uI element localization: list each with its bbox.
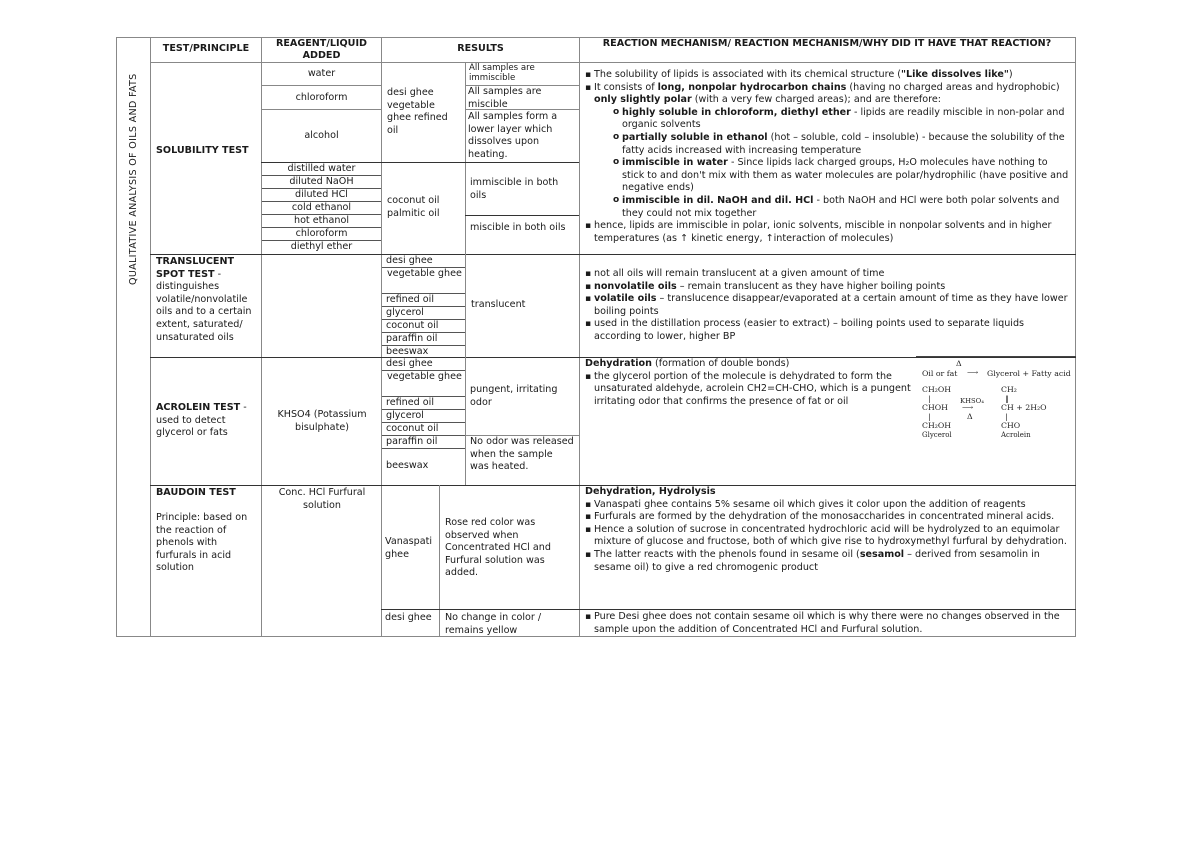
list-item	[585, 69, 1071, 82]
acrolein-reaction-scheme	[920, 359, 1072, 449]
baudoin-sample-2: desi ghee	[385, 612, 432, 623]
text: (hot – soluble, cold – insoluble) - because the solubility of the fatty acids increased with increasing temperature	[622, 131, 1065, 156]
acrolein-mechanism	[585, 358, 915, 408]
delta-symbol: Δ	[956, 359, 962, 368]
reagent-alcohol: alcohol	[304, 130, 339, 141]
scheme-glycerol-3: CH₂OH	[922, 421, 952, 430]
col-divider-2	[261, 37, 262, 637]
acrolein-result-pungent: pungent, irritating odor	[470, 384, 558, 408]
acrolein-sample-list	[382, 358, 465, 485]
reagent-water: water	[307, 68, 336, 79]
text: (formation of double bonds)	[651, 358, 790, 369]
text: - distinguishes volatile/nonvolatile oils and to a certain extent, saturated/ unsaturated oils	[156, 268, 252, 343]
list-item: beeswax	[386, 460, 429, 471]
list-item	[585, 549, 1071, 574]
acrolein-test-name	[156, 402, 258, 440]
reagent-list	[262, 163, 381, 254]
list-item: diethyl ether	[290, 241, 353, 252]
divider	[381, 609, 579, 610]
text: "Like dissolves like"	[901, 69, 1009, 80]
text: immiscible in dil. NaOH and dil. HCl	[622, 194, 814, 206]
text: immiscible in water	[622, 157, 728, 169]
scheme-glycerol-label: Glycerol	[922, 431, 952, 439]
scheme-reagent: KHSO₄	[960, 397, 984, 405]
mechanism-heading: Dehydration, Hydrolysis	[585, 486, 716, 497]
divider	[579, 609, 1076, 610]
header-test: TEST/PRINCIPLE	[162, 43, 250, 54]
divider	[465, 62, 466, 254]
text: - Since lipids lack charged groups, H₂O molecules have nothing to stick to and don't mix with them as water molecules are polar/hydrophilic (have positive and negative ends)	[622, 157, 1069, 194]
bond-icon: |	[928, 412, 931, 421]
header-results: RESULTS	[457, 43, 504, 54]
translucent-result: translucent	[471, 299, 526, 310]
list-item	[613, 132, 1071, 157]
divider	[465, 357, 466, 485]
col-divider-1	[150, 37, 151, 637]
divider	[261, 109, 381, 110]
text: volatile oils	[594, 293, 657, 305]
row-divider-1	[150, 254, 1076, 255]
translucent-sample-list	[382, 255, 465, 357]
text: The latter reacts with the phenols found in sesame oil (	[594, 548, 860, 560]
list-item: desi ghee	[382, 255, 465, 268]
text: )	[1008, 69, 1013, 80]
acrolein-result-no-odor: No odor was released when the sample was heated.	[470, 436, 574, 473]
text: partially soluble in ethanol	[622, 131, 768, 143]
divider	[465, 254, 466, 357]
translucent-mechanism	[585, 268, 1071, 344]
divider	[381, 162, 579, 163]
text: The solubility of lipids is associated with its chemical structure (	[594, 69, 902, 80]
list-item: glycerol	[382, 307, 465, 320]
scheme-products: Glycerol + Fatty acid	[987, 369, 1071, 378]
baudoin-test-name: BAUDOIN TEST	[156, 487, 236, 498]
baudoin-result-2: No change in color / remains yellow	[445, 612, 542, 636]
bond-icon: |	[1005, 412, 1008, 421]
text: long, nonpolar hydrocarbon chains	[657, 81, 847, 93]
list-item	[585, 82, 1071, 107]
list-item: ▪ hence, lipids are immiscible in polar, ionic solvents, miscible in nonpolar solvents and in higher temperatures (as ↑ kinetic energy, ↑interaction of molecules)	[585, 220, 1071, 245]
text: (with a very few charged areas); and are therefore:	[691, 94, 941, 106]
list-item: hot ethanol	[262, 215, 381, 228]
text: nonvolatile oils	[594, 280, 677, 292]
text: - lipids are readily miscible in non-polar and organic solvents	[622, 106, 1065, 131]
list-item: ▪ Hence a solution of sucrose in concentrated hydrochloric acid will be hydrolyzed to an equimolar mixture of glucose and fructose, both of which give rise to hydroxymethyl furfural by dehydration.	[585, 524, 1071, 549]
baudoin-result-1: Rose red color was observed when Concentrated HCl and Furfural solution was added.	[445, 517, 551, 579]
result-immiscible: immiscible in both oils	[470, 177, 559, 201]
scheme-glycerol-1: CH₂OH	[922, 385, 952, 394]
text: – remain translucent as they have higher boiling points	[676, 280, 946, 292]
result-water: All samples are immiscible	[469, 63, 535, 83]
list-item	[585, 281, 1071, 294]
header-reagent: REAGENT/LIQUID ADDED	[275, 38, 368, 61]
result-miscible: miscible in both oils	[470, 222, 566, 233]
list-item: ▪ Furfurals are formed by the dehydration of the monosaccharides in concentrated mineral acids.	[585, 511, 1071, 524]
text: Dehydration	[585, 358, 652, 369]
list-item: diluted HCl	[262, 189, 381, 202]
baudoin-principle: Principle: based on the reaction of phenols with furfurals in acid solution	[156, 512, 248, 574]
list-item: ▪ Vanaspati ghee contains 5% sesame oil which gives it color upon the addition of reagents	[585, 499, 1071, 512]
text: - both NaOH and HCl were both polar solvents and they could not mix together	[622, 194, 1060, 219]
list-item	[613, 157, 1071, 195]
samples-bottom: coconut oil palmitic oil	[387, 195, 440, 219]
analysis-table	[116, 37, 1076, 637]
list-item: refined oil	[382, 397, 465, 410]
list-item: ▪ not all oils will remain translucent at a given amount of time	[585, 268, 1071, 281]
text: only slightly polar	[594, 94, 692, 106]
list-item: ▪ the glycerol portion of the molecule is dehydrated to form the unsaturated aldehyde, acrolein CH2=CH-CHO, which is a pungent irritating odor that confirms the presence of fat or oil	[585, 371, 915, 409]
solubility-mechanism	[585, 69, 1071, 245]
arrow-icon: ⟶	[967, 368, 979, 377]
scheme-acrolein-2: CH + 2H₂O	[1001, 403, 1047, 412]
delta-symbol: Δ	[967, 412, 973, 421]
header-divider	[150, 62, 1076, 63]
baudoin-mechanism-2	[585, 611, 1071, 636]
bond-icon: ‖	[1005, 394, 1009, 403]
baudoin-sample-1: Vanaspati ghee	[385, 536, 433, 560]
result-chloroform: All samples are miscible	[468, 86, 542, 110]
acrolein-reagent: KHSO4 (Potassium bisulphate)	[277, 409, 367, 433]
text: – translucence disappear/evaporated at a certain amount of time as they have lower boiling points	[594, 293, 1068, 317]
list-item: ▪ Pure Desi ghee does not contain sesame oil which is why there were no changes observed in the sample upon the addition of Concentrated HCl and Furfural solution.	[585, 611, 1071, 636]
list-item	[585, 293, 1071, 318]
col-divider-4	[579, 37, 580, 637]
divider	[916, 356, 1076, 357]
list-item: paraffin oil	[382, 436, 465, 449]
scheme-acrolein-3: CHO	[1001, 421, 1021, 430]
text: (having no charged areas and hydrophobic)	[846, 81, 1060, 93]
list-item	[613, 195, 1071, 220]
list-item: glycerol	[382, 410, 465, 423]
list-item	[613, 107, 1071, 132]
solubility-test-name: SOLUBILITY TEST	[156, 145, 249, 156]
list-item: paraffin oil	[382, 333, 465, 346]
list-item: vegetable ghee	[382, 371, 465, 397]
section-label: QUALITATIVE ANALYSIS OF OILS AND FATS	[128, 73, 139, 285]
header-mechanism: REACTION MECHANISM/ REACTION MECHANISM/WHY DID IT HAVE THAT REACTION?	[602, 38, 1052, 49]
baudoin-mechanism	[585, 486, 1071, 574]
text: highly soluble in chloroform, diethyl ether	[622, 106, 851, 118]
list-item: ▪ used in the distillation process (easier to extract) – boiling points used to separate liquids according to lower, higher BP	[585, 318, 1071, 343]
text: - used to detect glycerol or fats	[156, 402, 247, 439]
text: sesamol	[859, 548, 905, 560]
text: It consists of	[594, 81, 658, 93]
list-item: desi ghee	[382, 358, 465, 371]
reagent-chloroform: chloroform	[295, 92, 348, 103]
list-item: diluted NaOH	[262, 176, 381, 189]
text: TRANSLUCENT SPOT TEST	[156, 256, 235, 280]
list-item: distilled water	[262, 163, 381, 176]
scheme-reactant: Oil or fat	[922, 369, 958, 378]
table-border-left	[116, 37, 117, 637]
list-item: refined oil	[382, 294, 465, 307]
divider	[439, 485, 440, 637]
divider	[465, 215, 579, 216]
text: – derived from sesamolin in sesame oil) to give a red chromogenic product	[594, 548, 1040, 573]
scheme-acrolein-1: CH₂	[1001, 385, 1017, 394]
table-border-right	[1075, 37, 1076, 637]
scheme-acrolein-label: Acrolein	[1001, 431, 1031, 439]
baudoin-reagent: Conc. HCl Furfural solution	[278, 487, 366, 511]
scheme-glycerol-2: CHOH	[922, 403, 948, 412]
divider	[261, 85, 381, 86]
list-item: chloroform	[262, 228, 381, 241]
list-item: coconut oil	[382, 423, 465, 436]
mechanism-heading	[585, 358, 915, 371]
bond-icon: |	[928, 394, 931, 403]
samples-top: desi ghee vegetable ghee refined oil	[387, 87, 448, 136]
list-item: beeswax	[386, 346, 429, 357]
list-item: cold ethanol	[262, 202, 381, 215]
arrow-icon: ⟶	[962, 403, 974, 412]
list-item: vegetable ghee	[382, 268, 465, 294]
result-alcohol: All samples form a lower layer which dissolves upon heating.	[468, 111, 558, 160]
list-item: coconut oil	[382, 320, 465, 333]
text: ACROLEIN TEST	[156, 402, 241, 413]
translucent-test-name	[156, 256, 258, 344]
